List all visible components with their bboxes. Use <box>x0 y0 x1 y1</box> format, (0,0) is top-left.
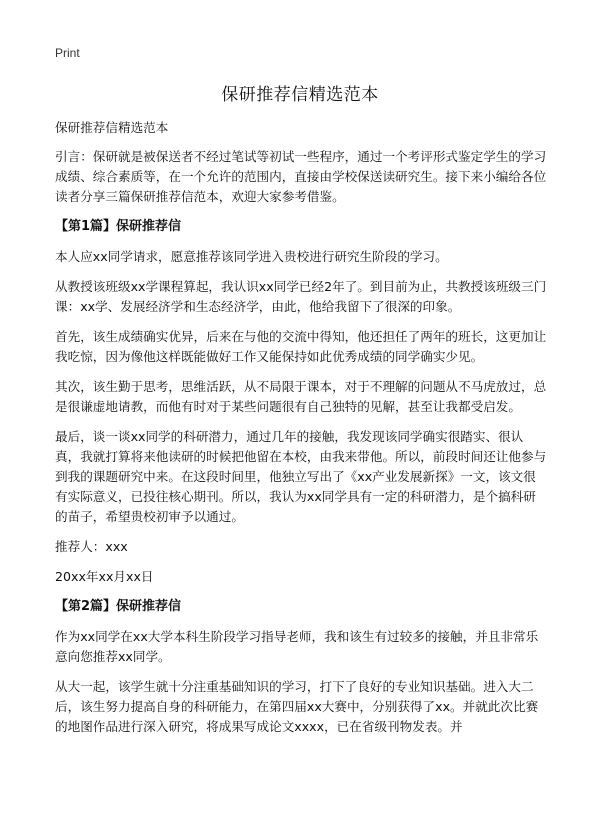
section-2-heading: 【第2篇】保研推荐信 <box>55 599 182 614</box>
page-title: 保研推荐信精选范本 <box>221 85 379 105</box>
section-1-paragraph: 本人应xx同学请求，愿意推荐该同学进入贵校进行研究生阶段的学习。 <box>55 249 448 264</box>
section-1-paragraph: 其次，该生勤于思考，思维活跃，从不局限于课本，对于不理解的问题从不马虎放过，总是很谦虚地请教，而他有时对于某些问题很有自己独特的见解，甚至让我都受启发。 <box>55 379 547 414</box>
section-1-heading: 【第1篇】保研推荐信 <box>55 219 182 234</box>
date-line: 20xx年xx月xx日 <box>55 569 154 584</box>
section-1-paragraph: 从教授该班级xx学课程算起，我认识xx同学已经2年了。到目前为止，共教授该班级三门课：xx学、发展经济学和生态经济学，由此，他给我留下了很深的印象。 <box>55 279 547 314</box>
print-link[interactable]: Print <box>55 46 80 60</box>
recommender-line: 推荐人：xxx <box>55 539 128 554</box>
document-body <box>55 118 547 747</box>
section-2-paragraph: 从大一起，该学生就十分注重基础知识的学习，打下了良好的专业知识基础。进入大二后，该生努力提高自身的科研能力，在第四届xx大赛中，分别获得了xx。并就此次比赛的地图作品进行深入研究，将成果写成论文xxxx，已在省级刊物发表。并 <box>55 679 539 734</box>
document-subtitle: 保研推荐信精选范本 <box>55 120 169 135</box>
section-2-paragraph: 作为xx同学在xx大学本科生阶段学习指导老师，我和该生有过较多的接触，并且非常乐意向您推荐xx同学。 <box>55 629 539 664</box>
intro-paragraph: 引言：保研就是被保送者不经过笔试等初试一些程序，通过一个考评形式鉴定学生的学习成绩、综合素质等，在一个允许的范围内，直接由学校保送读研究生。接下来小编给各位读者分享三篇保研推荐信范本，欢迎大家参考借鉴。 <box>55 149 547 204</box>
section-1-paragraph: 最后，谈一谈xx同学的科研潜力，通过几年的接触，我发现该同学确实很踏实、很认真，我就打算将来他读研的时候把他留在本校，由我来带他。所以，前段时间还让他参与到我的课题研究中来。在这段时间里，他独立写出了《xx产业发展新探》一文，该文很有实际意义，已投往核心期刊。所以，我认为xx同学具有一定的科研潜力，是个搞科研的苗子，希望贵校初审予以通过。 <box>55 429 547 524</box>
section-1-paragraph: 首先，该生成绩确实优异，后来在与他的交流中得知，他还担任了两年的班长，这更加让我吃惊，因为像他这样既能做好工作又能保持如此优秀成绩的同学确实少见。 <box>55 329 547 364</box>
